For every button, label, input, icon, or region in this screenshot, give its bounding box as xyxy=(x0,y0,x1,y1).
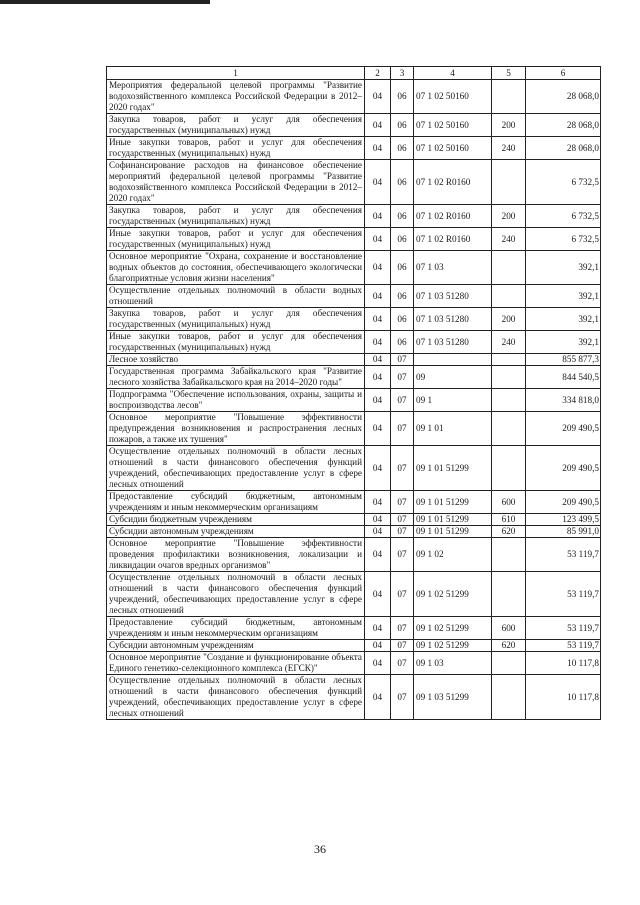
subsection-code-cell: 07 xyxy=(391,491,414,514)
subsection-code-cell: 06 xyxy=(391,80,414,114)
section-code-cell: 04 xyxy=(365,640,391,652)
table-row xyxy=(107,617,601,640)
section-code-cell: 04 xyxy=(365,331,391,354)
row-name-cell: Закупка товаров, работ и услуг для обеспечения государственных (муниципальных) нужд xyxy=(107,308,365,331)
column-number: 2 xyxy=(365,67,391,80)
row-name-cell: Иные закупки товаров, работ и услуг для обеспечения государственных (муниципальных) нужд xyxy=(107,228,365,251)
table-row xyxy=(107,572,601,617)
amount-cell: 85 991,0 xyxy=(526,526,601,538)
target-article-cell: 07 1 03 xyxy=(414,251,492,285)
section-code-cell: 04 xyxy=(365,446,391,491)
amount-cell: 209 490,5 xyxy=(526,446,601,491)
section-code-cell: 04 xyxy=(365,491,391,514)
amount-cell: 53 119,7 xyxy=(526,640,601,652)
amount-cell: 209 490,5 xyxy=(526,412,601,446)
expense-type-cell: 240 xyxy=(492,331,526,354)
section-code-cell: 04 xyxy=(365,308,391,331)
section-code-cell: 04 xyxy=(365,160,391,205)
table-row xyxy=(107,526,601,538)
table-row xyxy=(107,446,601,491)
target-article-cell: 09 1 02 51299 xyxy=(414,640,492,652)
column-number: 6 xyxy=(526,67,601,80)
row-name-cell: Государственная программа Забайкальского края "Развитие лесного хозяйства Забайкальского края на 2014–2020 годы" xyxy=(107,366,365,389)
subsection-code-cell: 07 xyxy=(391,446,414,491)
subsection-code-cell: 07 xyxy=(391,526,414,538)
row-name-cell: Осуществление отдельных полномочий в области лесных отношений в части финансового обеспечения функций учреждений, обеспечивающих предоставление услуг в сфере лесных отношений xyxy=(107,446,365,491)
row-name-cell: Основное мероприятие "Повышение эффективности проведения профилактики возникновения, локализации и ликвидации очагов вредных организмов" xyxy=(107,538,365,572)
target-article-cell: 09 1 01 51299 xyxy=(414,514,492,526)
row-name-cell: Осуществление отдельных полномочий в области лесных отношений в части финансового обеспечения функций учреждений, обеспечивающих предоставление услуг в сфере лесных отношений xyxy=(107,572,365,617)
section-code-cell: 04 xyxy=(365,205,391,228)
target-article-cell xyxy=(414,354,492,366)
row-name-cell: Субсидии автономным учреждениям xyxy=(107,640,365,652)
column-number: 3 xyxy=(391,67,414,80)
column-number: 4 xyxy=(414,67,492,80)
target-article-cell: 09 1 01 51299 xyxy=(414,491,492,514)
target-article-cell: 07 1 02 R0160 xyxy=(414,228,492,251)
expense-type-cell: 200 xyxy=(492,114,526,137)
expense-type-cell xyxy=(492,160,526,205)
row-name-cell: Основное мероприятие "Повышение эффективности предупреждения возникновения и распространения лесных пожаров, а также их тушения" xyxy=(107,412,365,446)
amount-cell: 123 499,5 xyxy=(526,514,601,526)
subsection-code-cell: 06 xyxy=(391,308,414,331)
expense-type-cell: 620 xyxy=(492,526,526,538)
section-code-cell: 04 xyxy=(365,366,391,389)
section-code-cell: 04 xyxy=(365,228,391,251)
target-article-cell: 07 1 02 50160 xyxy=(414,114,492,137)
table-row xyxy=(107,160,601,205)
budget-table xyxy=(106,66,601,720)
target-article-cell: 09 1 xyxy=(414,389,492,412)
row-name-cell: Мероприятия федеральной целевой программы "Развитие водохозяйственного комплекса Российской Федерации в 2012–2020 годах" xyxy=(107,80,365,114)
amount-cell: 334 818,0 xyxy=(526,389,601,412)
subsection-code-cell: 07 xyxy=(391,572,414,617)
table-row xyxy=(107,285,601,308)
target-article-cell: 09 1 02 xyxy=(414,538,492,572)
table-row xyxy=(107,640,601,652)
table-row xyxy=(107,389,601,412)
target-article-cell: 07 1 02 R0160 xyxy=(414,205,492,228)
subsection-code-cell: 07 xyxy=(391,389,414,412)
table-row xyxy=(107,228,601,251)
subsection-code-cell: 07 xyxy=(391,412,414,446)
subsection-code-cell: 06 xyxy=(391,251,414,285)
expense-type-cell: 240 xyxy=(492,228,526,251)
subsection-code-cell: 06 xyxy=(391,331,414,354)
row-name-cell: Осуществление отдельных полномочий в области лесных отношений в части финансового обеспечения функций учреждений, обеспечивающих предоставление услуг в сфере лесных отношений xyxy=(107,675,365,720)
subsection-code-cell: 06 xyxy=(391,114,414,137)
target-article-cell: 09 1 02 51299 xyxy=(414,617,492,640)
amount-cell: 10 117,8 xyxy=(526,652,601,675)
target-article-cell: 07 1 02 R0160 xyxy=(414,160,492,205)
section-code-cell: 04 xyxy=(365,137,391,160)
row-name-cell: Предоставление субсидий бюджетным, автономным учреждениям и иным некоммерческим организациям xyxy=(107,491,365,514)
target-article-cell: 07 1 03 51280 xyxy=(414,308,492,331)
section-code-cell: 04 xyxy=(365,285,391,308)
amount-cell: 53 119,7 xyxy=(526,617,601,640)
section-code-cell: 04 xyxy=(365,617,391,640)
section-code-cell: 04 xyxy=(365,572,391,617)
section-code-cell: 04 xyxy=(365,412,391,446)
row-name-cell: Иные закупки товаров, работ и услуг для обеспечения государственных (муниципальных) нужд xyxy=(107,137,365,160)
amount-cell: 392,1 xyxy=(526,285,601,308)
expense-type-cell xyxy=(492,389,526,412)
section-code-cell: 04 xyxy=(365,251,391,285)
expense-type-cell: 200 xyxy=(492,205,526,228)
amount-cell: 28 068,0 xyxy=(526,80,601,114)
section-code-cell: 04 xyxy=(365,538,391,572)
row-name-cell: Подпрограмма "Обеспечение использования, охраны, защиты и воспроизводства лесов" xyxy=(107,389,365,412)
target-article-cell: 07 1 02 50160 xyxy=(414,80,492,114)
subsection-code-cell: 06 xyxy=(391,160,414,205)
table-body xyxy=(107,80,601,720)
amount-cell: 844 540,5 xyxy=(526,366,601,389)
section-code-cell: 04 xyxy=(365,80,391,114)
table-row xyxy=(107,114,601,137)
table-row xyxy=(107,205,601,228)
row-name-cell: Субсидии бюджетным учреждениям xyxy=(107,514,365,526)
amount-cell: 6 732,5 xyxy=(526,205,601,228)
amount-cell: 6 732,5 xyxy=(526,228,601,251)
amount-cell: 209 490,5 xyxy=(526,491,601,514)
section-code-cell: 04 xyxy=(365,514,391,526)
subsection-code-cell: 07 xyxy=(391,366,414,389)
subsection-code-cell: 06 xyxy=(391,205,414,228)
table-row xyxy=(107,137,601,160)
expense-type-cell: 240 xyxy=(492,137,526,160)
expense-type-cell: 620 xyxy=(492,640,526,652)
expense-type-cell xyxy=(492,412,526,446)
section-code-cell: 04 xyxy=(365,354,391,366)
amount-cell: 6 732,5 xyxy=(526,160,601,205)
subsection-code-cell: 06 xyxy=(391,228,414,251)
table-row xyxy=(107,331,601,354)
target-article-cell: 07 1 03 51280 xyxy=(414,331,492,354)
table-row xyxy=(107,366,601,389)
amount-cell: 392,1 xyxy=(526,308,601,331)
target-article-cell: 09 1 01 51299 xyxy=(414,446,492,491)
subsection-code-cell: 07 xyxy=(391,354,414,366)
section-code-cell: 04 xyxy=(365,652,391,675)
expense-type-cell xyxy=(492,366,526,389)
target-article-cell: 07 1 03 51280 xyxy=(414,285,492,308)
row-name-cell: Субсидии автономным учреждениям xyxy=(107,526,365,538)
row-name-cell: Предоставление субсидий бюджетным, автономным учреждениям и иным некоммерческим организациям xyxy=(107,617,365,640)
amount-cell: 28 068,0 xyxy=(526,137,601,160)
scan-edge-mark xyxy=(0,0,210,4)
subsection-code-cell: 06 xyxy=(391,285,414,308)
table-row xyxy=(107,308,601,331)
table-row xyxy=(107,412,601,446)
subsection-code-cell: 07 xyxy=(391,538,414,572)
section-code-cell: 04 xyxy=(365,114,391,137)
row-name-cell: Софинансирование расходов на финансовое обеспечение мероприятий федеральной целевой программы "Развитие водохозяйственного комплекса Российской Федерации в 2012–2020 годах" xyxy=(107,160,365,205)
row-name-cell: Лесное хозяйство xyxy=(107,354,365,366)
row-name-cell: Закупка товаров, работ и услуг для обеспечения государственных (муниципальных) нужд xyxy=(107,114,365,137)
subsection-code-cell: 07 xyxy=(391,675,414,720)
expense-type-cell xyxy=(492,251,526,285)
subsection-code-cell: 06 xyxy=(391,137,414,160)
expense-type-cell xyxy=(492,285,526,308)
amount-cell: 392,1 xyxy=(526,331,601,354)
budget-table-page xyxy=(106,66,600,720)
table-row xyxy=(107,354,601,366)
column-number: 5 xyxy=(492,67,526,80)
expense-type-cell xyxy=(492,80,526,114)
section-code-cell: 04 xyxy=(365,675,391,720)
expense-type-cell xyxy=(492,446,526,491)
expense-type-cell xyxy=(492,572,526,617)
amount-cell: 53 119,7 xyxy=(526,572,601,617)
table-row xyxy=(107,491,601,514)
amount-cell: 28 068,0 xyxy=(526,114,601,137)
target-article-cell: 07 1 02 50160 xyxy=(414,137,492,160)
row-name-cell: Основное мероприятие "Создание и функционирование объекта Единого генетико-селекционного комплекса (ЕГСК)" xyxy=(107,652,365,675)
table-row xyxy=(107,80,601,114)
expense-type-cell: 610 xyxy=(492,514,526,526)
column-number-row xyxy=(107,67,601,80)
table-row xyxy=(107,251,601,285)
row-name-cell: Закупка товаров, работ и услуг для обеспечения государственных (муниципальных) нужд xyxy=(107,205,365,228)
row-name-cell: Иные закупки товаров, работ и услуг для обеспечения государственных (муниципальных) нужд xyxy=(107,331,365,354)
subsection-code-cell: 07 xyxy=(391,652,414,675)
subsection-code-cell: 07 xyxy=(391,617,414,640)
table-row xyxy=(107,514,601,526)
section-code-cell: 04 xyxy=(365,389,391,412)
amount-cell: 10 117,8 xyxy=(526,675,601,720)
target-article-cell: 09 xyxy=(414,366,492,389)
target-article-cell: 09 1 01 51299 xyxy=(414,526,492,538)
section-code-cell: 04 xyxy=(365,526,391,538)
expense-type-cell: 200 xyxy=(492,308,526,331)
expense-type-cell xyxy=(492,354,526,366)
row-name-cell: Основное мероприятие "Охрана, сохранение и восстановление водных объектов до состояния, обеспечивающего экологически благоприятные условия жизни населения" xyxy=(107,251,365,285)
expense-type-cell xyxy=(492,652,526,675)
table-row xyxy=(107,652,601,675)
table-row xyxy=(107,675,601,720)
expense-type-cell xyxy=(492,675,526,720)
target-article-cell: 09 1 02 51299 xyxy=(414,572,492,617)
amount-cell: 53 119,7 xyxy=(526,538,601,572)
target-article-cell: 09 1 01 xyxy=(414,412,492,446)
table-row xyxy=(107,538,601,572)
amount-cell: 855 877,3 xyxy=(526,354,601,366)
expense-type-cell: 600 xyxy=(492,491,526,514)
subsection-code-cell: 07 xyxy=(391,640,414,652)
column-number: 1 xyxy=(107,67,365,80)
target-article-cell: 09 1 03 51299 xyxy=(414,675,492,720)
expense-type-cell xyxy=(492,538,526,572)
expense-type-cell: 600 xyxy=(492,617,526,640)
page-number: 36 xyxy=(314,842,326,856)
subsection-code-cell: 07 xyxy=(391,514,414,526)
target-article-cell: 09 1 03 xyxy=(414,652,492,675)
amount-cell: 392,1 xyxy=(526,251,601,285)
row-name-cell: Осуществление отдельных полномочий в области водных отношений xyxy=(107,285,365,308)
